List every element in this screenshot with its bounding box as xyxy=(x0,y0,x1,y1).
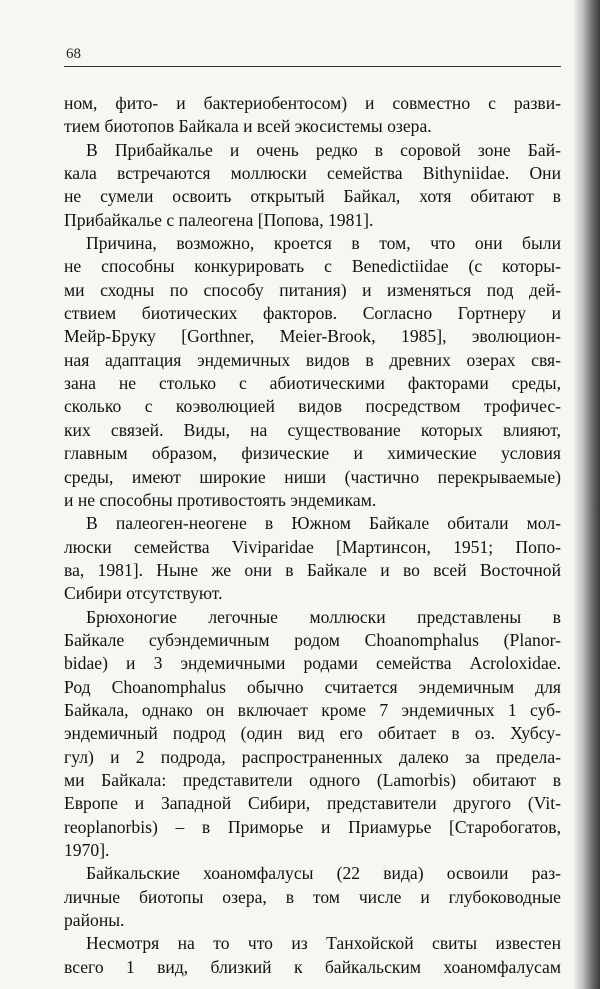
text-line: bidae) и 3 эндемичными родами семейства Acroloxidae. xyxy=(64,653,561,674)
text-line: среды, имеют широкие ниши (частично перекрываемые) xyxy=(64,466,561,487)
book-spine-shadow xyxy=(574,0,600,989)
text-line: личные биотопы озера, в том числе и глубоководные xyxy=(64,886,561,907)
text-line: Прибайкалье с палеогена [Попова, 1981]. xyxy=(64,209,374,230)
text-line: Брюхоногие легочные моллюски представлены в xyxy=(86,606,561,627)
text-line: всего 1 вид, близкий к байкальским хоаномфалусам xyxy=(64,956,561,977)
text-line: ствием биотических факторов. Согласно Гортнеру и xyxy=(64,303,561,324)
text-line: главным образом, физические и химические условия xyxy=(64,443,561,464)
text-line: Мейр-Бруку [Gorthner, Meier-Brook, 1985], эволюцион- xyxy=(64,326,561,347)
text-line: Несмотря на то что из Танхойской свиты известен xyxy=(86,933,561,954)
text-line: reoplanorbis) – в Приморье и Приамурье [Старобогатов, xyxy=(64,816,561,837)
text-line: ми сходны по способу питания) и изменяться под дей- xyxy=(64,279,561,300)
text-line: Род Choanomphalus обычно считается эндемичным для xyxy=(64,676,561,697)
text-line: В Прибайкалье и очень редко в соровой зоне Бай- xyxy=(86,139,561,160)
text-line: гул) и 2 подрода, распространенных далеко за предела- xyxy=(64,746,561,767)
text-line: ми Байкала: представители одного (Lamorbis) обитают в xyxy=(64,769,561,790)
text-line: зана не столько с абиотическими факторами среды, xyxy=(64,373,561,394)
text-line: люски семейства Viviparidae [Мартинсон, 1951; Попо- xyxy=(64,536,561,557)
header-rule xyxy=(64,66,561,67)
text-line: ва, 1981]. Ныне же они в Байкале и во всей Восточной xyxy=(64,559,561,580)
text-line: не способны конкурировать с Benedictiidae (с которы- xyxy=(64,256,561,277)
text-line: Байкала, однако он включает кроме 7 эндемичных 1 суб- xyxy=(64,699,561,720)
text-line: Байкальские хоаномфалусы (22 вида) освоили раз- xyxy=(86,863,561,884)
text-line: ких связей. Виды, на существование которых влияют, xyxy=(64,419,561,440)
text-line: ная адаптация эндемичных видов в древних озерах свя- xyxy=(64,349,561,370)
text-line: не сумели освоить открытый Байкал, хотя обитают в xyxy=(64,186,561,207)
text-line: Европе и Западной Сибири, представители другого (Vit- xyxy=(64,793,561,814)
text-line: эндемичный подрод (один вид его обитает в оз. Хубсу- xyxy=(64,723,561,744)
body-text xyxy=(64,92,561,979)
text-line: Сибири отсутствуют. xyxy=(64,583,223,604)
text-line: Байкале субэндемичным родом Choanomphalus (Planor- xyxy=(64,629,561,650)
text-line: тием биотопов Байкала и всей экосистемы озера. xyxy=(64,116,432,137)
text-line: ном, фито- и бактериобентосом) и совместно с разви- xyxy=(64,93,561,113)
page-number: 68 xyxy=(66,46,81,62)
text-line: 1970]. xyxy=(64,840,110,860)
text-line: Причина, возможно, кроется в том, что они были xyxy=(86,233,561,254)
text-line: районы. xyxy=(64,910,125,931)
text-line: кала встречаются моллюски семейства Bithyniidae. Они xyxy=(64,163,561,184)
text-line: В палеоген-неогене в Южном Байкале обитали мол- xyxy=(86,513,561,534)
text-line: и не способны противостоять эндемикам. xyxy=(64,489,377,510)
text-line: сколько с коэволюцией видов посредством трофичес- xyxy=(64,396,561,417)
